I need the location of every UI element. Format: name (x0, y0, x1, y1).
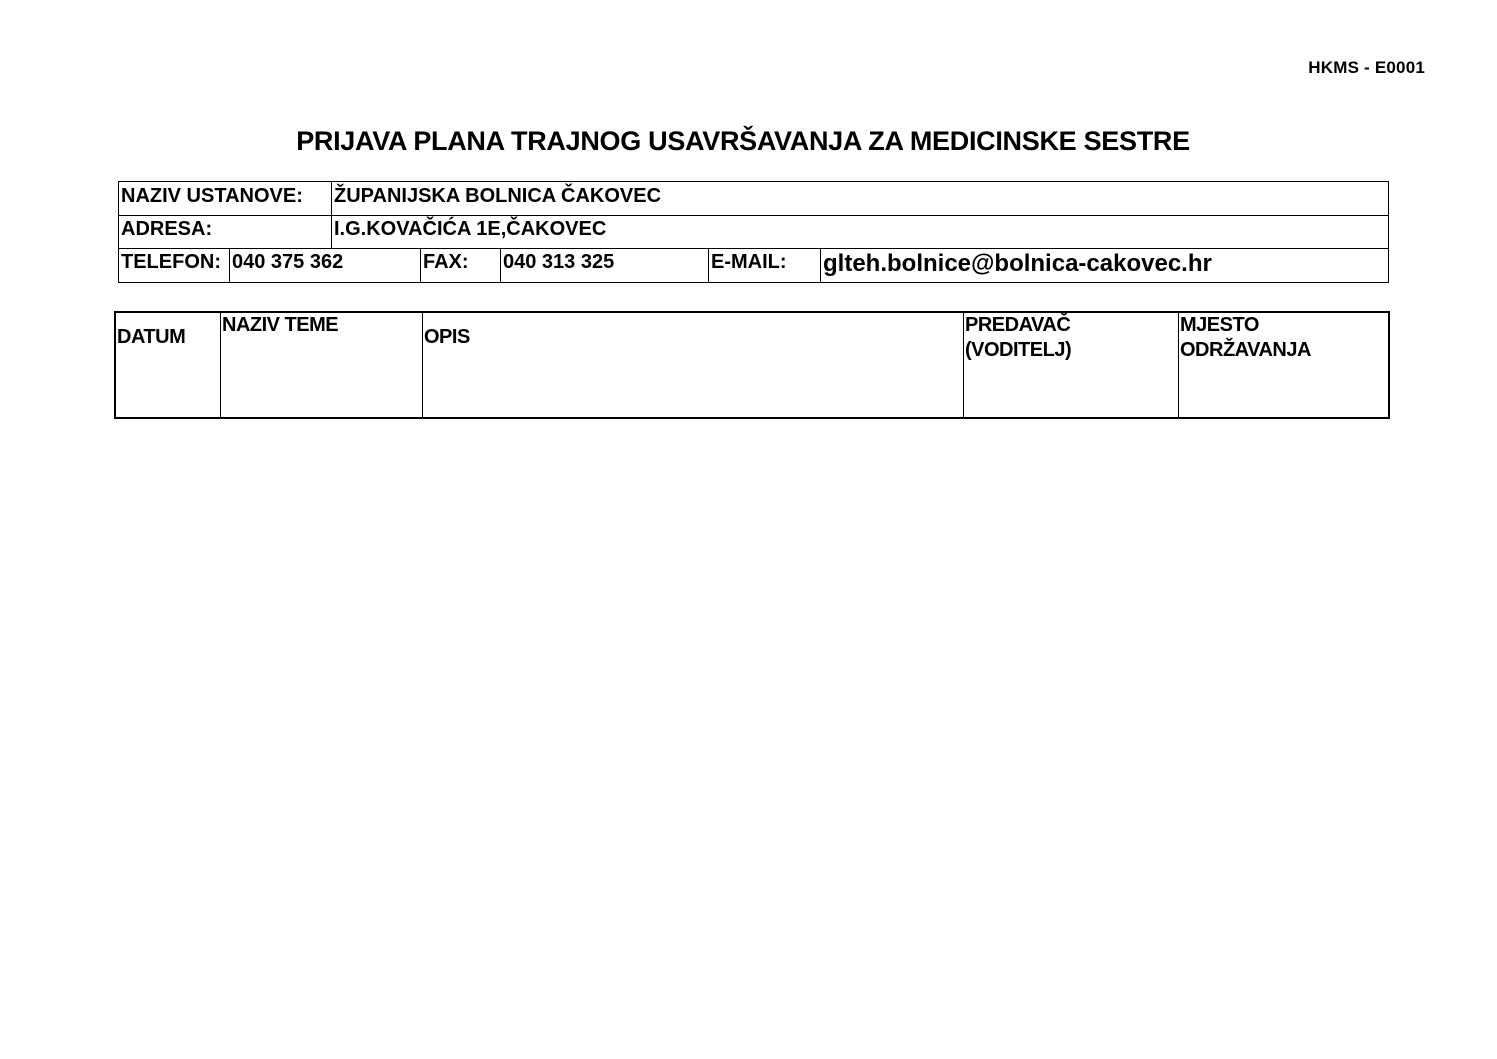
email-value: glteh.bolnice@bolnica-cakovec.hr (823, 250, 1212, 277)
column-header-datum: DATUM (117, 326, 186, 348)
fax-label: FAX: (423, 251, 469, 273)
column-mjesto (1178, 313, 1389, 417)
contact-row (119, 248, 1388, 282)
column-datum (116, 313, 220, 417)
column-opis (422, 313, 964, 417)
training-plan-table (114, 311, 1390, 419)
phone-label: TELEFON: (121, 251, 221, 273)
page-title: PRIJAVA PLANA TRAJNOG USAVRŠAVANJA ZA MEDICINSKE SESTRE (296, 126, 1190, 156)
address-row (119, 215, 1388, 249)
address-label: ADRESA: (121, 218, 213, 240)
column-header-opis: OPIS (424, 326, 470, 348)
email-label: E-MAIL: (711, 251, 787, 273)
institution-name-row (119, 182, 1388, 216)
column-header-mjesto: MJESTO ODRŽAVANJA (1180, 314, 1311, 361)
fax-value: 040 313 325 (503, 251, 615, 273)
column-naziv-teme (220, 313, 423, 417)
institution-name-label: NAZIV USTANOVE: (121, 185, 303, 207)
institution-name-value: ŽUPANIJSKA BOLNICA ČAKOVEC (334, 185, 662, 207)
column-predavac (963, 313, 1179, 417)
column-header-predavac: PREDAVAČ (VODITELJ) (965, 314, 1072, 361)
address-value: I.G.KOVAČIĆA 1E,ČAKOVEC (334, 218, 607, 240)
form-code: HKMS - E0001 (1308, 58, 1425, 77)
institution-info-table (118, 181, 1389, 283)
column-header-naziv-teme: NAZIV TEME (222, 314, 339, 336)
phone-value: 040 375 362 (232, 251, 344, 273)
